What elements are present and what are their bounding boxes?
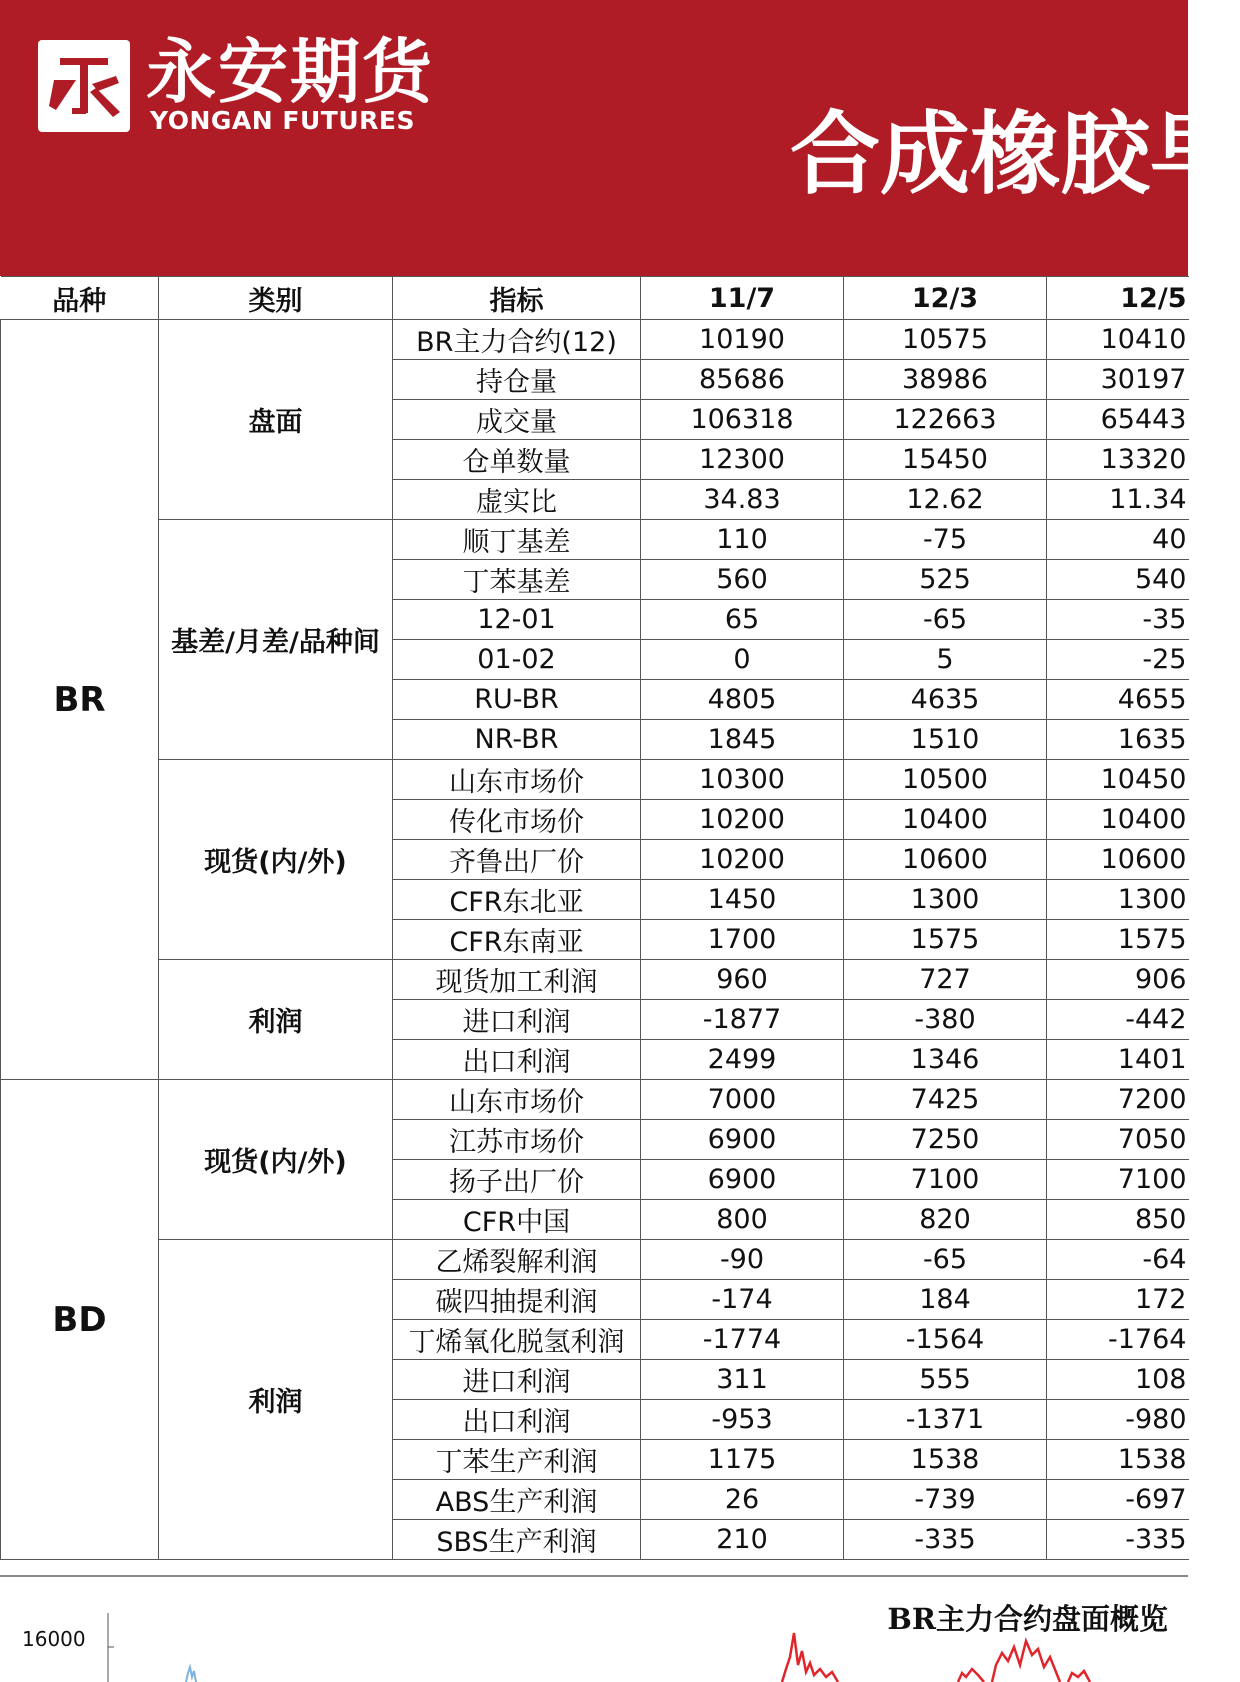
report-header <box>0 0 1240 276</box>
value-cell: 106318 <box>641 400 844 440</box>
value-cell: 10200 <box>641 840 844 880</box>
table-row <box>1 520 1189 560</box>
value-cell: -64 <box>1047 1240 1189 1280</box>
value-cell: 34.83 <box>641 480 844 520</box>
value-cell: 540 <box>1047 560 1189 600</box>
variety-cell: BR <box>1 320 159 1080</box>
value-cell: 10400 <box>844 800 1047 840</box>
header-date: 12/3 <box>844 277 1047 320</box>
indicator-cell: 仓单数量 <box>393 440 641 480</box>
indicator-cell: 传化市场价 <box>393 800 641 840</box>
value-cell: 7425 <box>844 1080 1047 1120</box>
value-cell: -65 <box>844 600 1047 640</box>
indicator-cell: 进口利润 <box>393 1360 641 1400</box>
indicator-cell: 12-01 <box>393 600 641 640</box>
value-cell: 172 <box>1047 1280 1189 1320</box>
indicator-cell: 顺丁基差 <box>393 520 641 560</box>
value-cell: 7200 <box>1047 1080 1189 1120</box>
value-cell: 1575 <box>1047 920 1189 960</box>
table-row <box>1 1080 1189 1120</box>
variety-cell: BD <box>1 1080 159 1560</box>
indicator-cell: 山东市场价 <box>393 760 641 800</box>
value-cell: 12300 <box>641 440 844 480</box>
yongan-logo-icon <box>38 40 130 132</box>
value-cell: -1774 <box>641 1320 844 1360</box>
value-cell: -1764 <box>1047 1320 1189 1360</box>
value-cell: 7250 <box>844 1120 1047 1160</box>
value-cell: -1371 <box>844 1400 1047 1440</box>
value-cell: 1575 <box>844 920 1047 960</box>
category-cell: 利润 <box>159 960 393 1080</box>
header-indicator: 指标 <box>393 277 641 320</box>
value-cell: -739 <box>844 1480 1047 1520</box>
indicator-cell: RU-BR <box>393 680 641 720</box>
value-cell: -380 <box>844 1000 1047 1040</box>
indicator-cell: 虚实比 <box>393 480 641 520</box>
brand-name-en: YONGAN FUTURES <box>150 106 415 135</box>
indicator-cell: CFR东南亚 <box>393 920 641 960</box>
indicator-cell: ABS生产利润 <box>393 1480 641 1520</box>
value-cell: 7100 <box>1047 1160 1189 1200</box>
indicator-cell: 丁苯生产利润 <box>393 1440 641 1480</box>
value-cell: 10600 <box>844 840 1047 880</box>
value-cell: 1346 <box>844 1040 1047 1080</box>
value-cell: 555 <box>844 1360 1047 1400</box>
category-cell: 现货(内/外) <box>159 1080 393 1240</box>
header-category: 类别 <box>159 277 393 320</box>
table-row <box>1 760 1189 800</box>
value-cell: 12.62 <box>844 480 1047 520</box>
value-cell: 10200 <box>641 800 844 840</box>
value-cell: 7050 <box>1047 1120 1189 1160</box>
value-cell: 1538 <box>844 1440 1047 1480</box>
value-cell: -75 <box>844 520 1047 560</box>
value-cell: -442 <box>1047 1000 1189 1040</box>
series-line-blue <box>186 1667 196 1682</box>
value-cell: -980 <box>1047 1400 1189 1440</box>
indicator-cell: 现货加工利润 <box>393 960 641 1000</box>
value-cell: -697 <box>1047 1480 1189 1520</box>
indicator-cell: 乙烯裂解利润 <box>393 1240 641 1280</box>
value-cell: 906 <box>1047 960 1189 1000</box>
value-cell: 10300 <box>641 760 844 800</box>
value-cell: 1175 <box>641 1440 844 1480</box>
indicator-cell: 出口利润 <box>393 1400 641 1440</box>
indicator-cell: 成交量 <box>393 400 641 440</box>
value-cell: 184 <box>844 1280 1047 1320</box>
header-date: 12/5 <box>1047 277 1189 320</box>
value-cell: 727 <box>844 960 1047 1000</box>
indicator-cell: 01-02 <box>393 640 641 680</box>
value-cell: 110 <box>641 520 844 560</box>
header-date: 11/7 <box>641 277 844 320</box>
value-cell: 10190 <box>641 320 844 360</box>
category-cell: 盘面 <box>159 320 393 520</box>
indicator-cell: 齐鲁出厂价 <box>393 840 641 880</box>
value-cell: 1401 <box>1047 1040 1189 1080</box>
value-cell: 1635 <box>1047 720 1189 760</box>
value-cell: 65443 <box>1047 400 1189 440</box>
chart-title: BR主力合约盘面概览 <box>887 1602 1168 1636</box>
value-cell: 108 <box>1047 1360 1189 1400</box>
indicator-cell: 出口利润 <box>393 1040 641 1080</box>
indicator-cell: 碳四抽提利润 <box>393 1280 641 1320</box>
header-variety: 品种 <box>1 277 159 320</box>
value-cell: 10410 <box>1047 320 1189 360</box>
indicator-table <box>0 276 1189 1560</box>
indicator-cell: 持仓量 <box>393 360 641 400</box>
value-cell: 4655 <box>1047 680 1189 720</box>
brand-name-cn: 永安期货 <box>146 31 434 113</box>
value-cell: 960 <box>641 960 844 1000</box>
indicator-cell: 丁烯氧化脱氢利润 <box>393 1320 641 1360</box>
value-cell: -1564 <box>844 1320 1047 1360</box>
value-cell: -65 <box>844 1240 1047 1280</box>
value-cell: 800 <box>641 1200 844 1240</box>
value-cell: 10575 <box>844 320 1047 360</box>
value-cell: 65 <box>641 600 844 640</box>
table-header-row <box>1 277 1189 320</box>
value-cell: 525 <box>844 560 1047 600</box>
indicator-cell: BR主力合约(12) <box>393 320 641 360</box>
y-tick-label: 16000 <box>22 1627 86 1651</box>
value-cell: -335 <box>844 1520 1047 1560</box>
value-cell: 85686 <box>641 360 844 400</box>
value-cell: -90 <box>641 1240 844 1280</box>
value-cell: 1300 <box>844 880 1047 920</box>
table-row <box>1 1240 1189 1280</box>
value-cell: 210 <box>641 1520 844 1560</box>
indicator-cell: 江苏市场价 <box>393 1120 641 1160</box>
category-cell: 现货(内/外) <box>159 760 393 960</box>
value-cell: 30197 <box>1047 360 1189 400</box>
value-cell: 10450 <box>1047 760 1189 800</box>
value-cell: 560 <box>641 560 844 600</box>
indicator-cell: NR-BR <box>393 720 641 760</box>
value-cell: 10600 <box>1047 840 1189 880</box>
value-cell: 7100 <box>844 1160 1047 1200</box>
value-cell: 311 <box>641 1360 844 1400</box>
value-cell: 15450 <box>844 440 1047 480</box>
indicator-cell: CFR东北亚 <box>393 880 641 920</box>
value-cell: -335 <box>1047 1520 1189 1560</box>
value-cell: 1700 <box>641 920 844 960</box>
value-cell: 4635 <box>844 680 1047 720</box>
value-cell: 40 <box>1047 520 1189 560</box>
value-cell: 13320 <box>1047 440 1189 480</box>
value-cell: 6900 <box>641 1160 844 1200</box>
value-cell: 4805 <box>641 680 844 720</box>
value-cell: -25 <box>1047 640 1189 680</box>
category-cell: 利润 <box>159 1240 393 1560</box>
value-cell: 1510 <box>844 720 1047 760</box>
value-cell: -35 <box>1047 600 1189 640</box>
value-cell: 850 <box>1047 1200 1189 1240</box>
value-cell: -174 <box>641 1280 844 1320</box>
value-cell: 1300 <box>1047 880 1189 920</box>
value-cell: 38986 <box>844 360 1047 400</box>
value-cell: 5 <box>844 640 1047 680</box>
value-cell: 10400 <box>1047 800 1189 840</box>
indicator-cell: SBS生产利润 <box>393 1520 641 1560</box>
value-cell: 11.34 <box>1047 480 1189 520</box>
indicator-cell: 进口利润 <box>393 1000 641 1040</box>
report-title: 合成橡胶早 <box>790 102 1240 207</box>
value-cell: -953 <box>641 1400 844 1440</box>
indicator-cell: 山东市场价 <box>393 1080 641 1120</box>
value-cell: 10500 <box>844 760 1047 800</box>
value-cell: 1538 <box>1047 1440 1189 1480</box>
chart-panel <box>0 1575 1188 1682</box>
value-cell: 122663 <box>844 400 1047 440</box>
value-cell: 26 <box>641 1480 844 1520</box>
series-line-red <box>782 1633 1090 1682</box>
value-cell: -1877 <box>641 1000 844 1040</box>
table-row <box>1 960 1189 1000</box>
value-cell: 1845 <box>641 720 844 760</box>
table-row <box>1 320 1189 360</box>
value-cell: 6900 <box>641 1120 844 1160</box>
value-cell: 820 <box>844 1200 1047 1240</box>
indicator-cell: 扬子出厂价 <box>393 1160 641 1200</box>
value-cell: 0 <box>641 640 844 680</box>
indicator-cell: 丁苯基差 <box>393 560 641 600</box>
value-cell: 1450 <box>641 880 844 920</box>
value-cell: 7000 <box>641 1080 844 1120</box>
indicator-cell: CFR中国 <box>393 1200 641 1240</box>
category-cell: 基差/月差/品种间 <box>159 520 393 760</box>
value-cell: 2499 <box>641 1040 844 1080</box>
